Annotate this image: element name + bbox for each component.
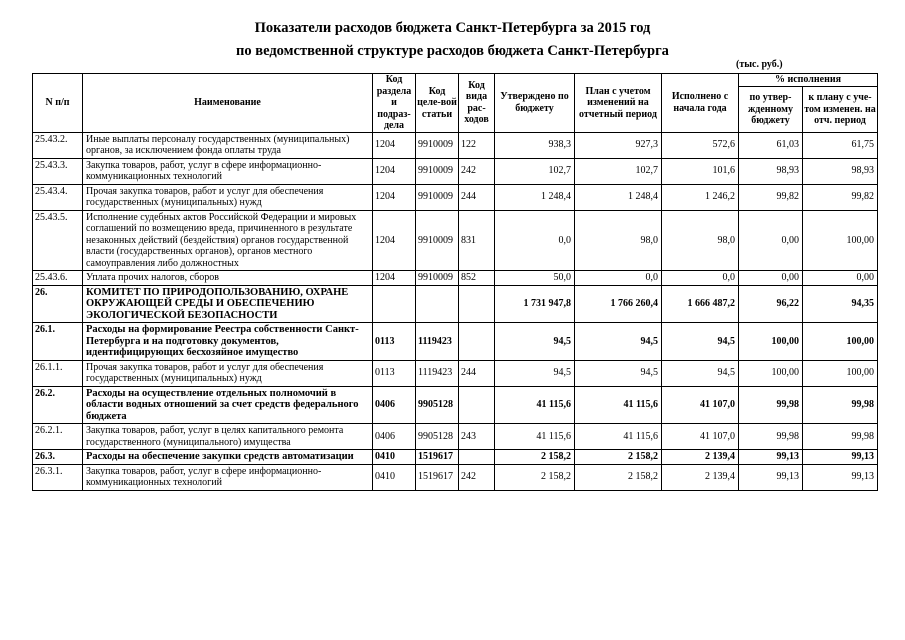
cell-name: Закупка товаров, работ, услуг в целях капитального ремонта государственного (муниципального) имущества [83,424,373,450]
cell-pct-plan: 100,00 [803,360,878,386]
cell-razdel: 1204 [373,184,416,210]
cell-pct-approved: 0,00 [739,210,803,271]
cell-approved: 41 115,6 [495,386,575,424]
cell-approved: 938,3 [495,132,575,158]
table-body [33,132,878,490]
cell-name: КОМИТЕТ ПО ПРИРОДОПОЛЬЗОВАНИЮ, ОХРАНЕ ОКРУЖАЮЩЕЙ СРЕДЫ И ОБЕСПЕЧЕНИЮ ЭКОЛОГИЧЕСКОЙ БЕЗОПАСНОСТИ [83,285,373,323]
cell-plan: 0,0 [575,271,662,286]
cell-name: Расходы на формирование Реестра собственности Санкт-Петербурга и на подготовку документов, идентифицирующих бесхозяйное имущество [83,323,373,361]
cell-plan: 927,3 [575,132,662,158]
cell-pct-plan: 99,98 [803,424,878,450]
cell-approved: 41 115,6 [495,424,575,450]
cell-approved: 94,5 [495,323,575,361]
cell-executed: 94,5 [662,360,739,386]
cell-razdel: 1204 [373,132,416,158]
cell-name: Уплата прочих налогов, сборов [83,271,373,286]
cell-csr: 1119423 [416,360,459,386]
cell-approved: 2 158,2 [495,450,575,465]
cell-np: 26.1.1. [33,360,83,386]
expenditure-table [32,73,878,491]
cell-np: 25.43.2. [33,132,83,158]
header-csr: Код целе-вой статьи [416,74,459,133]
cell-executed: 2 139,4 [662,450,739,465]
cell-name: Прочая закупка товаров, работ и услуг для обеспечения государственных (муниципальных) нужд [83,360,373,386]
table-row [33,464,878,490]
table-row [33,424,878,450]
cell-razdel: 1204 [373,158,416,184]
cell-vr: 244 [459,184,495,210]
cell-razdel: 0406 [373,386,416,424]
cell-name: Прочая закупка товаров, работ и услуг для обеспечения государственных (муниципальных) нужд [83,184,373,210]
table-row [33,360,878,386]
cell-name: Закупка товаров, работ, услуг в сфере информационно-коммуникационных технологий [83,464,373,490]
cell-approved: 0,0 [495,210,575,271]
table-row [33,386,878,424]
cell-np: 26.3. [33,450,83,465]
cell-executed: 1 246,2 [662,184,739,210]
cell-executed: 2 139,4 [662,464,739,490]
table-row [33,285,878,323]
cell-razdel: 1204 [373,210,416,271]
cell-razdel: 0410 [373,450,416,465]
cell-approved: 50,0 [495,271,575,286]
cell-vr [459,450,495,465]
cell-np: 25.43.4. [33,184,83,210]
cell-pct-plan: 99,13 [803,450,878,465]
cell-pct-approved: 99,13 [739,450,803,465]
cell-executed: 94,5 [662,323,739,361]
cell-vr [459,285,495,323]
cell-razdel: 1204 [373,271,416,286]
header-approved: Утверждено по бюджету [495,74,575,133]
cell-plan: 102,7 [575,158,662,184]
cell-vr: 242 [459,464,495,490]
cell-executed: 101,6 [662,158,739,184]
cell-pct-approved: 0,00 [739,271,803,286]
cell-plan: 94,5 [575,360,662,386]
cell-pct-approved: 100,00 [739,323,803,361]
table-row [33,184,878,210]
cell-vr: 122 [459,132,495,158]
cell-pct-plan: 94,35 [803,285,878,323]
cell-executed: 41 107,0 [662,424,739,450]
cell-np: 25.43.3. [33,158,83,184]
cell-np: 26. [33,285,83,323]
cell-csr: 9910009 [416,158,459,184]
cell-pct-approved: 98,93 [739,158,803,184]
cell-vr: 243 [459,424,495,450]
cell-plan: 1 248,4 [575,184,662,210]
cell-name: Исполнение судебных актов Российской Федерации и мировых соглашений по возмещению вреда, причиненного в результате незаконных действий (бездействия) органов государственной власти (государственных органов), органов местного самоуправления либо должностных [83,210,373,271]
cell-plan: 41 115,6 [575,424,662,450]
cell-name: Расходы на обеспечение закупки средств автоматизации [83,450,373,465]
cell-name: Иные выплаты персоналу государственных (муниципальных) органов, за исключением фонда оплаты труда [83,132,373,158]
cell-executed: 41 107,0 [662,386,739,424]
cell-plan: 2 158,2 [575,450,662,465]
table-row [33,132,878,158]
document-subtitle: по ведомственной структуре расходов бюджета Санкт-Петербурга [236,43,669,59]
cell-pct-approved: 99,98 [739,386,803,424]
cell-np: 26.1. [33,323,83,361]
cell-executed: 572,6 [662,132,739,158]
cell-pct-plan: 61,75 [803,132,878,158]
cell-plan: 98,0 [575,210,662,271]
cell-csr: 1119423 [416,323,459,361]
header-np: N п/п [33,74,83,133]
cell-pct-plan: 99,82 [803,184,878,210]
cell-csr: 9910009 [416,132,459,158]
units-label: (тыс. руб.) [736,59,783,70]
cell-np: 25.43.6. [33,271,83,286]
cell-pct-plan: 100,00 [803,210,878,271]
header-pct-plan: к плану с уче-том изменен. на отч. период [803,87,878,132]
cell-csr [416,285,459,323]
cell-pct-approved: 99,98 [739,424,803,450]
cell-pct-plan: 98,93 [803,158,878,184]
cell-approved: 2 158,2 [495,464,575,490]
table-row [33,210,878,271]
header-vr: Код вида рас-ходов [459,74,495,133]
cell-executed: 0,0 [662,271,739,286]
header-pct: % исполнения [739,74,878,87]
cell-pct-approved: 100,00 [739,360,803,386]
header-name: Наименование [83,74,373,133]
cell-np: 25.43.5. [33,210,83,271]
cell-approved: 94,5 [495,360,575,386]
table-row [33,158,878,184]
cell-csr: 9905128 [416,424,459,450]
cell-vr: 831 [459,210,495,271]
cell-csr: 9905128 [416,386,459,424]
table-row [33,450,878,465]
cell-np: 26.3.1. [33,464,83,490]
cell-executed: 98,0 [662,210,739,271]
cell-approved: 102,7 [495,158,575,184]
cell-pct-approved: 96,22 [739,285,803,323]
cell-pct-plan: 99,13 [803,464,878,490]
cell-name: Расходы на осуществление отдельных полномочий в области водных отношений за счет средств федерального бюджета [83,386,373,424]
cell-razdel: 0113 [373,360,416,386]
document-title: Показатели расходов бюджета Санкт-Петербурга за 2015 год [254,20,651,36]
cell-vr: 242 [459,158,495,184]
cell-np: 26.2.1. [33,424,83,450]
cell-razdel: 0410 [373,464,416,490]
cell-razdel: 0406 [373,424,416,450]
cell-csr: 9910009 [416,184,459,210]
cell-vr: 852 [459,271,495,286]
cell-razdel [373,285,416,323]
cell-pct-plan: 0,00 [803,271,878,286]
cell-razdel: 0113 [373,323,416,361]
cell-csr: 9910009 [416,271,459,286]
table-row [33,323,878,361]
cell-approved: 1 731 947,8 [495,285,575,323]
cell-executed: 1 666 487,2 [662,285,739,323]
cell-plan: 1 766 260,4 [575,285,662,323]
cell-approved: 1 248,4 [495,184,575,210]
header-pct-approved: по утвер-жденному бюджету [739,87,803,132]
cell-np: 26.2. [33,386,83,424]
header-executed: Исполнено с начала года [662,74,739,133]
header-razdel: Код раздела и подраз-дела [373,74,416,133]
cell-plan: 41 115,6 [575,386,662,424]
cell-pct-approved: 61,03 [739,132,803,158]
cell-pct-plan: 100,00 [803,323,878,361]
cell-name: Закупка товаров, работ, услуг в сфере информационно-коммуникационных технологий [83,158,373,184]
cell-csr: 1519617 [416,464,459,490]
table-row [33,271,878,286]
cell-pct-plan: 99,98 [803,386,878,424]
cell-pct-approved: 99,82 [739,184,803,210]
cell-csr: 9910009 [416,210,459,271]
cell-vr [459,386,495,424]
cell-plan: 2 158,2 [575,464,662,490]
cell-vr [459,323,495,361]
cell-vr: 244 [459,360,495,386]
cell-csr: 1519617 [416,450,459,465]
cell-pct-approved: 99,13 [739,464,803,490]
header-plan: План с учетом изменений на отчетный период [575,74,662,133]
cell-plan: 94,5 [575,323,662,361]
